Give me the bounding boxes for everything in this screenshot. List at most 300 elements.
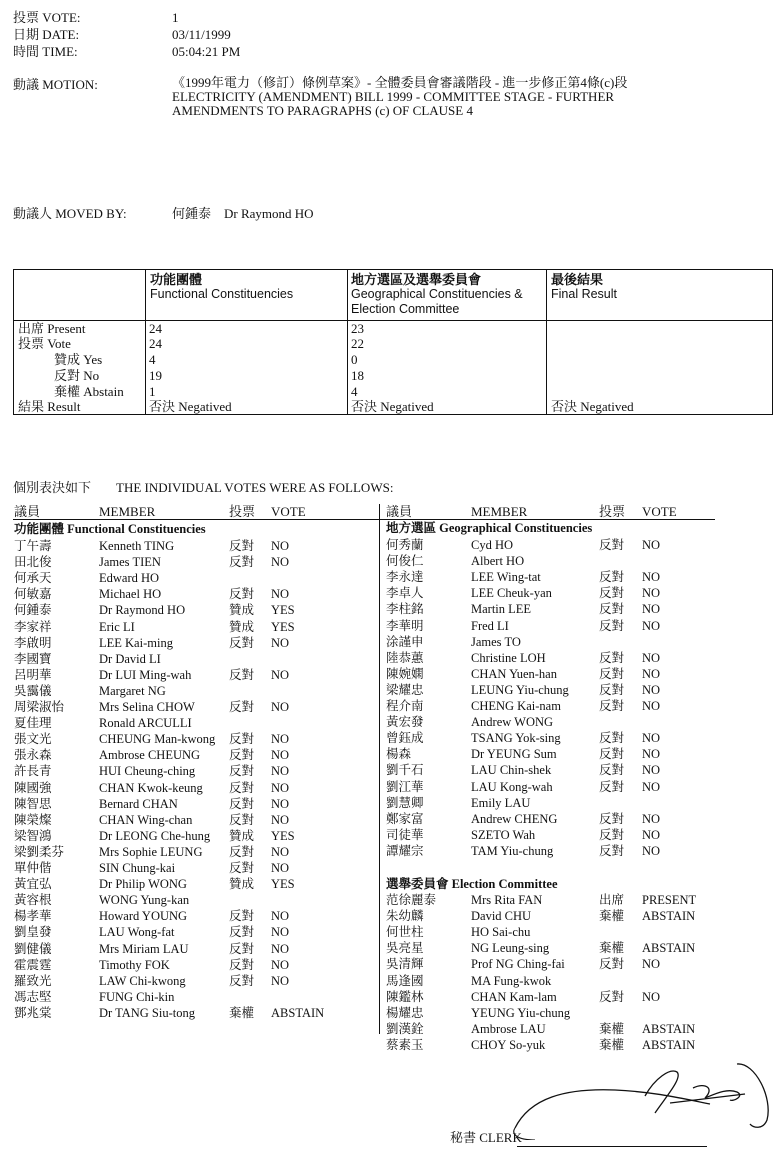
- member-name-en: LEE Kai-ming: [99, 635, 173, 650]
- member-name-en: CHAN Wing-chan: [99, 812, 193, 827]
- member-name-zh: 楊孝華: [14, 909, 52, 924]
- member-name-en: Cyd HO: [471, 538, 514, 552]
- member-name-zh: 陳鑑林: [386, 989, 424, 1004]
- vote-zh: 反對: [229, 957, 255, 972]
- right-col-vote-en: VOTE: [642, 504, 677, 519]
- member-name-en: CHEUNG Man-kwong: [99, 732, 216, 747]
- member-row: [0, 666, 780, 682]
- vote-zh: 反對: [229, 925, 255, 940]
- vote-zh: 反對: [229, 555, 255, 570]
- vote-zh: 反對: [229, 764, 255, 779]
- col-final-result: 最後結果 Final Result: [551, 272, 617, 301]
- member-name-zh: 單仲偕: [14, 861, 52, 875]
- member-row: [0, 779, 780, 795]
- vote-en: NO: [271, 700, 290, 714]
- member-name-en: Dr Raymond HO: [99, 603, 186, 618]
- vote-en: NO: [642, 618, 661, 633]
- right-header-rule: [380, 519, 715, 520]
- fc-present: 24: [149, 321, 162, 336]
- gc-present: 23: [351, 321, 364, 336]
- member-name-zh: 楊森: [386, 747, 412, 762]
- member-name-en: Michael HO: [99, 587, 162, 602]
- member-name-zh: 馮志堅: [14, 989, 52, 1004]
- member-name-zh: 何世柱: [386, 925, 424, 940]
- vote-label: 投票 VOTE:: [13, 10, 81, 25]
- vote-zh: 反對: [599, 682, 625, 697]
- member-name-en: Dr TANG Siu-tong: [99, 1005, 195, 1020]
- vote-zh: 反對: [599, 827, 625, 842]
- vote-zh: 棄權: [229, 1005, 255, 1020]
- member-name-en: Dr LUI Ming-wah: [99, 667, 192, 682]
- member-name-en: LEUNG Yiu-chung: [471, 682, 569, 697]
- member-name-en: Ronald ARCULLI: [99, 716, 192, 731]
- vote-en: NO: [642, 731, 661, 746]
- right-col-member-zh: 議員: [386, 504, 413, 519]
- col-geographical: 地方選區及選舉委員會 Geographical Constituencies & Election Committee: [351, 272, 523, 316]
- vote-en: NO: [642, 957, 661, 972]
- vote-en: ABSTAIN: [642, 1021, 696, 1036]
- left-header-rule: [13, 519, 379, 520]
- member-name-zh: 譚耀宗: [386, 843, 424, 858]
- gc-abstain: 4: [351, 384, 358, 399]
- vote-zh: 反對: [229, 748, 255, 763]
- member-row: [0, 940, 780, 956]
- member-name-zh: 何秀蘭: [386, 538, 424, 552]
- vote-en: ABSTAIN: [642, 1037, 696, 1052]
- vote-zh: 反對: [229, 732, 255, 747]
- vote-zh: 出席: [599, 893, 625, 907]
- fc-no: 19: [149, 368, 162, 383]
- vote-zh: 反對: [599, 779, 625, 794]
- member-row: [0, 569, 780, 585]
- row-label-no: 反對 No: [54, 368, 100, 383]
- member-name-en: CHAN Kam-lam: [471, 989, 557, 1004]
- member-name-zh: 陳榮燦: [14, 812, 52, 827]
- member-name-zh: 許長青: [14, 764, 52, 779]
- vote-zh: 反對: [229, 635, 255, 650]
- member-name-en: SIN Chung-kai: [99, 861, 176, 875]
- member-name-zh: 鄭家富: [386, 811, 424, 826]
- member-name-en: Mrs Miriam LAU: [99, 941, 189, 956]
- vote-zh: 反對: [599, 570, 625, 585]
- member-name-en: Emily LAU: [471, 795, 531, 810]
- member-name-zh: 馬逢國: [386, 973, 424, 988]
- vote-zh: 反對: [229, 667, 255, 682]
- member-name-en: Howard YOUNG: [99, 909, 188, 924]
- vote-en: NO: [642, 538, 661, 552]
- col-functional: 功能團體 Functional Constituencies: [150, 272, 294, 301]
- vote-zh: 贊成: [229, 877, 255, 892]
- member-name-en: Mrs Sophie LEUNG: [99, 844, 203, 859]
- member-row: [0, 682, 780, 698]
- member-name-zh: 李國寶: [14, 651, 52, 666]
- time-label: 時間 TIME:: [13, 44, 78, 59]
- member-name-en: LAW Chi-kwong: [99, 973, 186, 988]
- vote-number: 1: [172, 10, 179, 25]
- vote-zh: 贊成: [229, 603, 255, 618]
- time-value: 05:04:21 PM: [172, 44, 241, 59]
- vote-en: NO: [642, 682, 661, 697]
- member-name-zh: 陳國強: [14, 780, 52, 795]
- vote-en: NO: [271, 587, 290, 602]
- member-name-zh: 楊耀忠: [386, 1005, 424, 1020]
- member-row: [0, 730, 780, 746]
- member-name-en: LEE Cheuk-yan: [471, 586, 552, 601]
- member-name-zh: 何鍾泰: [14, 603, 52, 618]
- clerk-signature-line: [517, 1146, 707, 1147]
- member-name-en: CHAN Yuen-han: [471, 666, 557, 681]
- vote-en: YES: [271, 619, 295, 634]
- member-name-en: LAU Wong-fat: [99, 925, 175, 940]
- member-name-zh: 吳清輝: [386, 957, 424, 972]
- member-name-zh: 吳亮星: [386, 941, 424, 956]
- vote-zh: 反對: [599, 650, 625, 665]
- vote-en: NO: [271, 796, 290, 811]
- member-row: [0, 956, 780, 972]
- vote-en: NO: [271, 844, 290, 859]
- member-row: [0, 1005, 780, 1021]
- member-name-zh: 何敏嘉: [14, 587, 52, 602]
- motion-label: 動議 MOTION:: [13, 77, 98, 92]
- member-name-zh: 李卓人: [386, 586, 424, 601]
- member-name-zh: 田北俊: [14, 555, 52, 570]
- member-row: [0, 989, 780, 1005]
- member-name-en: TSANG Yok-sing: [471, 731, 561, 746]
- member-name-en: Mrs Rita FAN: [471, 893, 543, 907]
- vote-en: ABSTAIN: [642, 941, 696, 956]
- member-name-en: FUNG Chi-kin: [99, 989, 175, 1004]
- member-name-zh: 黃宜弘: [14, 877, 52, 892]
- member-name-en: HO Sai-chu: [471, 925, 531, 940]
- member-name-en: NG Leung-sing: [471, 941, 550, 956]
- moved-by-value: 何鍾泰 Dr Raymond HO: [172, 206, 314, 221]
- row-label-vote: 投票 Vote: [18, 336, 71, 351]
- left-col-member-zh: 議員: [14, 504, 41, 519]
- member-name-zh: 陸恭蕙: [386, 650, 424, 665]
- member-name-en: CHOY So-yuk: [471, 1037, 546, 1052]
- vote-zh: 反對: [599, 538, 625, 552]
- member-name-en: Kenneth TING: [99, 539, 175, 553]
- vote-en: NO: [642, 989, 661, 1004]
- member-name-zh: 梁耀忠: [386, 682, 424, 697]
- member-name-zh: 陳婉嫻: [386, 666, 424, 681]
- member-name-en: SZETO Wah: [471, 827, 536, 842]
- member-name-en: Dr LEONG Che-hung: [99, 828, 211, 843]
- member-name-zh: 夏佳理: [14, 716, 52, 731]
- member-name-en: Andrew CHENG: [471, 811, 558, 826]
- vote-en: NO: [642, 666, 661, 681]
- member-row: [0, 1037, 780, 1053]
- vote-zh: 反對: [229, 812, 255, 827]
- member-row: [0, 634, 780, 650]
- member-row: [0, 811, 780, 827]
- vote-en: NO: [271, 973, 290, 988]
- left-col-vote-zh: 投票: [229, 504, 256, 519]
- motion-line-en-1: ELECTRICITY (AMENDMENT) BILL 1999 - COMMITTEE STAGE - FURTHER: [172, 89, 615, 104]
- member-name-en: Dr David LI: [99, 651, 161, 666]
- vote-zh: 反對: [229, 587, 255, 602]
- vote-zh: 反對: [599, 811, 625, 826]
- left-col-vote-en: VOTE: [271, 504, 306, 519]
- vote-en: NO: [642, 843, 661, 858]
- member-name-zh: 劉漢銓: [386, 1021, 424, 1036]
- member-name-zh: 張永森: [14, 748, 52, 763]
- vote-en: NO: [642, 747, 661, 762]
- vote-en: NO: [642, 699, 661, 713]
- fc-abstain: 1: [149, 384, 156, 399]
- member-name-en: YEUNG Yiu-chung: [471, 1005, 571, 1020]
- summary-table: [13, 269, 773, 415]
- vote-zh: 棄權: [599, 909, 625, 924]
- individual-intro-en: THE INDIVIDUAL VOTES WERE AS FOLLOWS:: [116, 480, 394, 495]
- member-name-zh: 鄧兆棠: [14, 1005, 52, 1020]
- member-row: [0, 698, 780, 714]
- member-row: [0, 827, 780, 843]
- vote-en: NO: [271, 635, 290, 650]
- member-name-zh: 陳智思: [14, 796, 52, 811]
- vote-en: NO: [271, 764, 290, 779]
- member-name-en: Mrs Selina CHOW: [99, 700, 195, 714]
- vote-zh: 反對: [229, 780, 255, 795]
- member-name-en: Prof NG Ching-fai: [471, 957, 565, 972]
- member-name-en: David CHU: [471, 909, 532, 924]
- member-name-en: James TIEN: [99, 555, 161, 570]
- member-name-en: LAU Kong-wah: [471, 779, 553, 794]
- member-row: [0, 601, 780, 617]
- vote-en: NO: [642, 602, 661, 617]
- member-name-en: Ambrose LAU: [471, 1021, 546, 1036]
- vote-en: NO: [271, 957, 290, 972]
- member-name-en: James TO: [471, 634, 521, 649]
- gc-yes: 0: [351, 352, 358, 367]
- member-name-zh: 劉慧卿: [386, 795, 424, 810]
- member-name-zh: 李永達: [386, 570, 424, 585]
- vote-en: YES: [271, 877, 295, 892]
- vote-en: NO: [271, 925, 290, 940]
- vote-zh: 棄權: [599, 1037, 625, 1052]
- member-row: [0, 860, 780, 876]
- right-col-vote-zh: 投票: [599, 504, 626, 519]
- vote-zh: 反對: [599, 957, 625, 972]
- member-name-en: Margaret NG: [99, 683, 166, 698]
- vote-en: NO: [642, 827, 661, 842]
- member-row: [0, 892, 780, 908]
- member-name-zh: 涂謹申: [386, 634, 424, 649]
- right-col-member-en: MEMBER: [471, 504, 528, 519]
- vote-en: NO: [271, 667, 290, 682]
- individual-intro-zh: 個別表決如下: [13, 480, 92, 495]
- motion-line-en-2: AMENDMENTS TO PARAGRAPHS (c) OF CLAUSE 4: [172, 103, 473, 118]
- date-value: 03/11/1999: [172, 27, 231, 42]
- fc-vote: 24: [149, 336, 162, 351]
- member-name-en: CHAN Kwok-keung: [99, 780, 203, 795]
- vote-zh: 反對: [599, 747, 625, 762]
- vote-zh: 反對: [229, 844, 255, 859]
- member-name-zh: 梁劉柔芬: [14, 844, 65, 859]
- member-name-en: Fred LI: [471, 618, 509, 633]
- member-name-zh: 李柱銘: [386, 602, 424, 617]
- member-name-zh: 李家祥: [14, 619, 52, 634]
- member-row: [0, 762, 780, 778]
- clerk-label: 秘書 CLERK: [450, 1130, 522, 1145]
- member-name-en: MA Fung-kwok: [471, 973, 552, 988]
- member-name-en: Andrew WONG: [471, 715, 554, 730]
- vote-zh: 反對: [599, 586, 625, 601]
- vote-en: NO: [271, 780, 290, 795]
- fc-result: 否決 Negatived: [149, 399, 232, 414]
- gc-vote: 22: [351, 336, 364, 351]
- member-name-zh: 朱幼麟: [386, 909, 424, 924]
- final-result: 否決 Negatived: [551, 399, 634, 414]
- member-row: [0, 618, 780, 634]
- member-name-en: Timothy FOK: [99, 957, 170, 972]
- member-row: [0, 714, 780, 730]
- vote-zh: 贊成: [229, 828, 255, 843]
- vote-en: ABSTAIN: [271, 1005, 325, 1020]
- member-row: [0, 843, 780, 859]
- row-label-yes: 贊成 Yes: [54, 352, 103, 367]
- member-name-zh: 周梁淑怡: [14, 700, 65, 714]
- row-label-result: 結果 Result: [18, 399, 81, 414]
- vote-en: NO: [642, 650, 661, 665]
- member-row: [0, 924, 780, 940]
- member-name-zh: 范徐麗泰: [386, 893, 437, 907]
- member-name-zh: 曾鈺成: [386, 731, 424, 746]
- vote-zh: 反對: [599, 666, 625, 681]
- vote-zh: 棄權: [599, 941, 625, 956]
- vote-en: NO: [271, 555, 290, 570]
- member-name-en: Albert HO: [471, 554, 525, 569]
- vote-en: NO: [642, 779, 661, 794]
- member-name-zh: 司徒華: [386, 827, 424, 842]
- member-row: [0, 537, 780, 553]
- vote-zh: 反對: [229, 700, 255, 714]
- moved-by-label: 動議人 MOVED BY:: [13, 206, 127, 221]
- member-name-en: Edward HO: [99, 571, 160, 586]
- vote-zh: 反對: [599, 618, 625, 633]
- member-row: [0, 650, 780, 666]
- member-name-zh: 吳靄儀: [14, 683, 52, 698]
- date-label: 日期 DATE:: [13, 27, 80, 42]
- member-row: [0, 876, 780, 892]
- member-name-en: Dr YEUNG Sum: [471, 747, 557, 762]
- member-name-zh: 張文光: [14, 732, 52, 747]
- vote-en: NO: [642, 570, 661, 585]
- vote-en: NO: [642, 763, 661, 778]
- vote-zh: 反對: [599, 699, 625, 713]
- member-row: [0, 973, 780, 989]
- vote-en: NO: [271, 732, 290, 747]
- vote-zh: 反對: [599, 843, 625, 858]
- member-name-zh: 何承天: [14, 571, 52, 586]
- vote-zh: 反對: [599, 602, 625, 617]
- motion-text: [172, 76, 627, 118]
- row-label-abstain: 棄權 Abstain: [54, 384, 124, 399]
- member-name-en: Eric LI: [99, 619, 135, 634]
- member-name-zh: 呂明華: [14, 667, 52, 682]
- gc-section-title: 地方選區 Geographical Constituencies: [386, 521, 593, 535]
- member-name-zh: 丁午壽: [14, 539, 52, 553]
- member-name-en: Martin LEE: [471, 602, 532, 617]
- vote-zh: 反對: [599, 989, 625, 1004]
- vote-zh: 反對: [229, 973, 255, 988]
- member-name-zh: 何俊仁: [386, 554, 424, 569]
- vote-en: ABSTAIN: [642, 909, 696, 924]
- vote-zh: 棄權: [599, 1021, 625, 1036]
- member-name-zh: 黃容根: [14, 893, 52, 908]
- member-name-zh: 李啟明: [14, 635, 52, 650]
- member-name-en: CHENG Kai-nam: [471, 699, 561, 713]
- vote-en: NO: [642, 586, 661, 601]
- member-name-en: Christine LOH: [471, 650, 546, 665]
- vote-zh: 反對: [229, 796, 255, 811]
- vote-en: NO: [271, 861, 290, 875]
- member-name-en: TAM Yiu-chung: [471, 843, 554, 858]
- member-name-en: Ambrose CHEUNG: [99, 748, 201, 763]
- member-row: [0, 585, 780, 601]
- fc-yes: 4: [149, 352, 156, 367]
- vote-en: PRESENT: [642, 893, 697, 907]
- member-row: [0, 553, 780, 569]
- vote-en: NO: [271, 539, 290, 553]
- member-name-zh: 劉皇發: [14, 925, 52, 940]
- vote-en: NO: [271, 748, 290, 763]
- vote-en: NO: [271, 941, 290, 956]
- member-row: [0, 746, 780, 762]
- member-name-en: Bernard CHAN: [99, 796, 178, 811]
- vote-zh: 贊成: [229, 619, 255, 634]
- vote-en: YES: [271, 828, 295, 843]
- member-name-zh: 黃宏發: [386, 715, 424, 730]
- member-name-zh: 劉江華: [386, 779, 424, 794]
- vote-en: YES: [271, 603, 295, 618]
- vote-zh: 反對: [229, 909, 255, 924]
- motion-line-zh: 《1999年電力（修訂）條例草案》- 全體委員會審議階段 - 進一步修正第4條(c)段: [172, 75, 628, 90]
- gc-no: 18: [351, 368, 364, 383]
- member-name-zh: 劉健儀: [14, 941, 52, 956]
- row-label-present: 出席 Present: [18, 321, 86, 336]
- member-name-zh: 李華明: [386, 618, 424, 633]
- vote-zh: 反對: [599, 763, 625, 778]
- member-name-en: LEE Wing-tat: [471, 570, 541, 585]
- member-row: [0, 795, 780, 811]
- member-name-zh: 羅致光: [14, 973, 52, 988]
- fc-section-title: 功能團體 Functional Constituencies: [14, 522, 206, 536]
- vote-en: NO: [271, 812, 290, 827]
- member-name-en: HUI Cheung-ching: [99, 764, 196, 779]
- vote-zh: 反對: [229, 861, 255, 875]
- member-name-zh: 梁智鴻: [14, 828, 52, 843]
- clerk-signature: [505, 1058, 780, 1140]
- vote-zh: 反對: [229, 941, 255, 956]
- member-name-en: Dr Philip WONG: [99, 877, 187, 892]
- member-row: [0, 908, 780, 924]
- member-name-zh: 蔡素玉: [386, 1037, 424, 1052]
- gc-result: 否決 Negatived: [351, 399, 434, 414]
- member-name-en: LAU Chin-shek: [471, 763, 552, 778]
- vote-en: NO: [642, 811, 661, 826]
- member-name-en: WONG Yung-kan: [99, 893, 190, 908]
- member-name-zh: 劉千石: [386, 763, 424, 778]
- vote-en: NO: [271, 909, 290, 924]
- member-name-zh: 程介南: [386, 699, 424, 713]
- left-col-member-en: MEMBER: [99, 504, 156, 519]
- member-name-zh: 霍震霆: [14, 957, 52, 972]
- vote-zh: 反對: [229, 539, 255, 553]
- ec-section-title: 選舉委員會 Election Committee: [386, 877, 558, 891]
- member-row: [0, 1021, 780, 1037]
- vote-zh: 反對: [599, 731, 625, 746]
